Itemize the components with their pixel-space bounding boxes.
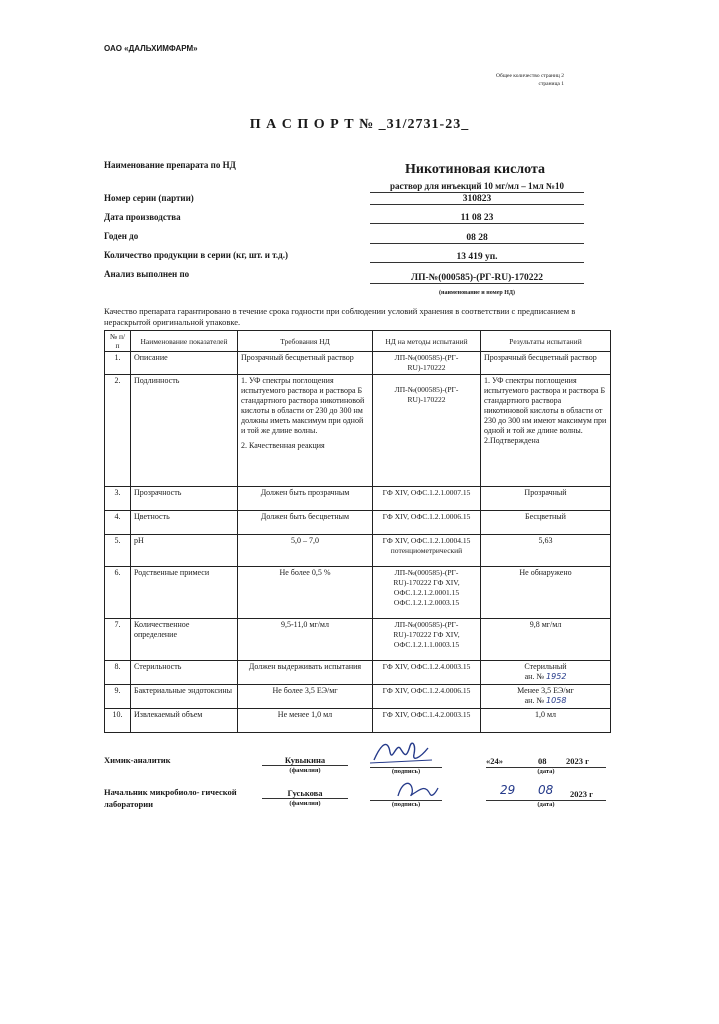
handwritten-number: 1952 bbox=[546, 672, 567, 681]
analysis-number: ан. № 1058 bbox=[524, 696, 567, 705]
chemist-signature-caption: (подпись) bbox=[391, 768, 421, 775]
series-label: Номер серии (партии) bbox=[104, 193, 194, 203]
table-row: 9. Бактериальные эндотоксины Не более 3,5 ЕЭ/мг ГФ XIV, ОФС.1.2.4.0006.15 Менее 3,5 ЕЭ/мг ан. № 1058 bbox=[105, 685, 611, 709]
head-date-year: 2023 г bbox=[570, 789, 593, 799]
handwritten-number: 1058 bbox=[546, 696, 567, 705]
col-num: № п/п bbox=[105, 331, 131, 352]
req-identity-2: 2. Качественная реакция bbox=[241, 441, 325, 450]
analysis-label: Анализ выполнен по bbox=[104, 269, 190, 279]
head-name: Гуськова bbox=[262, 788, 348, 799]
qty-value: 13 419 уп. bbox=[370, 252, 584, 263]
analysis-caption: (наименование и номер НД) bbox=[439, 290, 515, 296]
chemist-date-caption: (дата) bbox=[537, 768, 555, 775]
product-form: раствор для инъекций 10 мг/мл – 1мл №10 bbox=[370, 181, 584, 193]
qty-label: Количество продукции в серии (кг, шт. и т.д.) bbox=[104, 250, 288, 260]
page-count bbox=[470, 72, 564, 88]
table-row: 2. Подлинность 1. УФ спектры поглощения испытуемого раствора и раствора Б стандартного раствора никотиновой кислоты в области от 230 до 300 нм должны иметь максимум при одной и той же длине волны. 2. Качественная реакция ЛП-№(000585)-(РГ-RU)-170222 1. УФ спектры поглощения испытуемого раствора и раствора Б стандартного раствора никотиновой кислоты в области от 230 до 300 нм имеют максимум при одной и той же длине волны. 2.Подтверждена bbox=[105, 375, 611, 487]
chemist-role: Химик-аналитик bbox=[104, 755, 171, 765]
head-date-month: 08 bbox=[538, 783, 554, 797]
total-pages: Общее количество страниц 2 bbox=[496, 73, 564, 79]
head-surname-caption: (фамилия) bbox=[289, 800, 321, 807]
chemist-date-year: 2023 г bbox=[566, 756, 589, 766]
company-name: ОАО «ДАЛЬХИМФАРМ» bbox=[104, 44, 198, 53]
table-row: 5. pH 5,0 – 7,0 ГФ XIV, ОФС.1.2.1.0004.15 потенциометрический 5,63 bbox=[105, 535, 611, 567]
chemist-surname-caption: (фамилия) bbox=[289, 767, 321, 774]
prod-date-label: Дата производства bbox=[104, 212, 181, 222]
table-row: 6. Родственные примеси Не более 0,5 % ЛП-№(000585)-(РГ-RU)-170222 ГФ XIV, ОФС.1.2.1.2.0001.15 ОФС.1.2.1.2.0003.15 Не обнаружено bbox=[105, 567, 611, 619]
result-sterility: Стерильный bbox=[524, 662, 567, 671]
product-name: Никотиновая кислота bbox=[404, 162, 545, 177]
chemist-date-month: 08 bbox=[538, 756, 547, 766]
spec-table bbox=[104, 330, 611, 733]
page-number: страница 1 bbox=[538, 81, 564, 87]
table-row: 7. Количественное определение 9,5-11,0 мг/мл ЛП-№(000585)-(РГ-RU)-170222 ГФ XIV, ОФС.1.2.1.1.0003.15 9,8 мг/мл bbox=[105, 619, 611, 661]
table-header bbox=[105, 331, 611, 352]
series-value: 310823 bbox=[370, 194, 584, 205]
head-date-day: 29 bbox=[500, 783, 516, 797]
result-endotoxin: Менее 3,5 ЕЭ/мг bbox=[517, 686, 574, 695]
prod-date-value: 11 08 23 bbox=[370, 213, 584, 224]
passport-title: П А С П О Р Т № _31/2731-23_ bbox=[249, 117, 470, 132]
chemist-signature bbox=[368, 736, 438, 768]
chemist-date-day: «24» bbox=[486, 756, 503, 766]
table-row: 8. Стерильность Должен выдерживать испытания ГФ XIV, ОФС.1.2.4.0003.15 Стерильный ан. № 1952 bbox=[105, 661, 611, 685]
col-method: НД на методы испытаний bbox=[373, 331, 481, 352]
valid-value: 08 28 bbox=[370, 233, 584, 244]
result-identity-2: 2.Подтверждена bbox=[484, 436, 540, 445]
req-identity-1: 1. УФ спектры поглощения испытуемого раствора и раствора Б стандартного раствора никотиновой кислоты в области от 230 до 300 нм должны иметь максимум при одной и той же длине волны. bbox=[241, 376, 365, 435]
name-label: Наименование препарата по НД bbox=[104, 160, 236, 170]
quality-guarantee: Качество препарата гарантировано в течение срока годности при соблюдении условий хранения в соответствии с предписанием в нераскрытой оригинальной упаковке. bbox=[104, 306, 576, 327]
head-signature-caption: (подпись) bbox=[391, 801, 421, 808]
analysis-number: ан. № 1952 bbox=[524, 672, 567, 681]
head-role: Начальник микробиоло- гической лаборатории bbox=[104, 787, 237, 809]
table-row: 3. Прозрачность Должен быть прозрачным ГФ XIV, ОФС.1.2.1.0007.15 Прозрачный bbox=[105, 487, 611, 511]
head-date-caption: (дата) bbox=[537, 801, 555, 808]
table-row: 10. Извлекаемый объем Не менее 1,0 мл ГФ XIV, ОФС.1.4.2.0003.15 1,0 мл bbox=[105, 709, 611, 733]
table-row: 1. Описание Прозрачный бесцветный раствор ЛП-№(000585)-(РГ-RU)-170222 Прозрачный бесцветный раствор bbox=[105, 352, 611, 375]
chemist-name: Кувыкина bbox=[262, 755, 348, 766]
result-identity-1: 1. УФ спектры поглощения испытуемого раствора и раствора Б стандартного раствора никотиновой кислоты в области от 230 до 300 нм имеют максимум при одной и той же длине волны. bbox=[484, 376, 607, 435]
valid-label: Годен до bbox=[104, 231, 139, 241]
head-signature bbox=[392, 778, 442, 802]
col-name: Наименование показателей bbox=[131, 331, 238, 352]
analysis-value: ЛП-№(000585)-(РГ-RU)-170222 bbox=[370, 273, 584, 284]
col-result: Результаты испытаний bbox=[481, 331, 611, 352]
col-req: Требования НД bbox=[238, 331, 373, 352]
table-row: 4. Цветность Должен быть бесцветным ГФ XIV, ОФС.1.2.1.0006.15 Бесцветный bbox=[105, 511, 611, 535]
